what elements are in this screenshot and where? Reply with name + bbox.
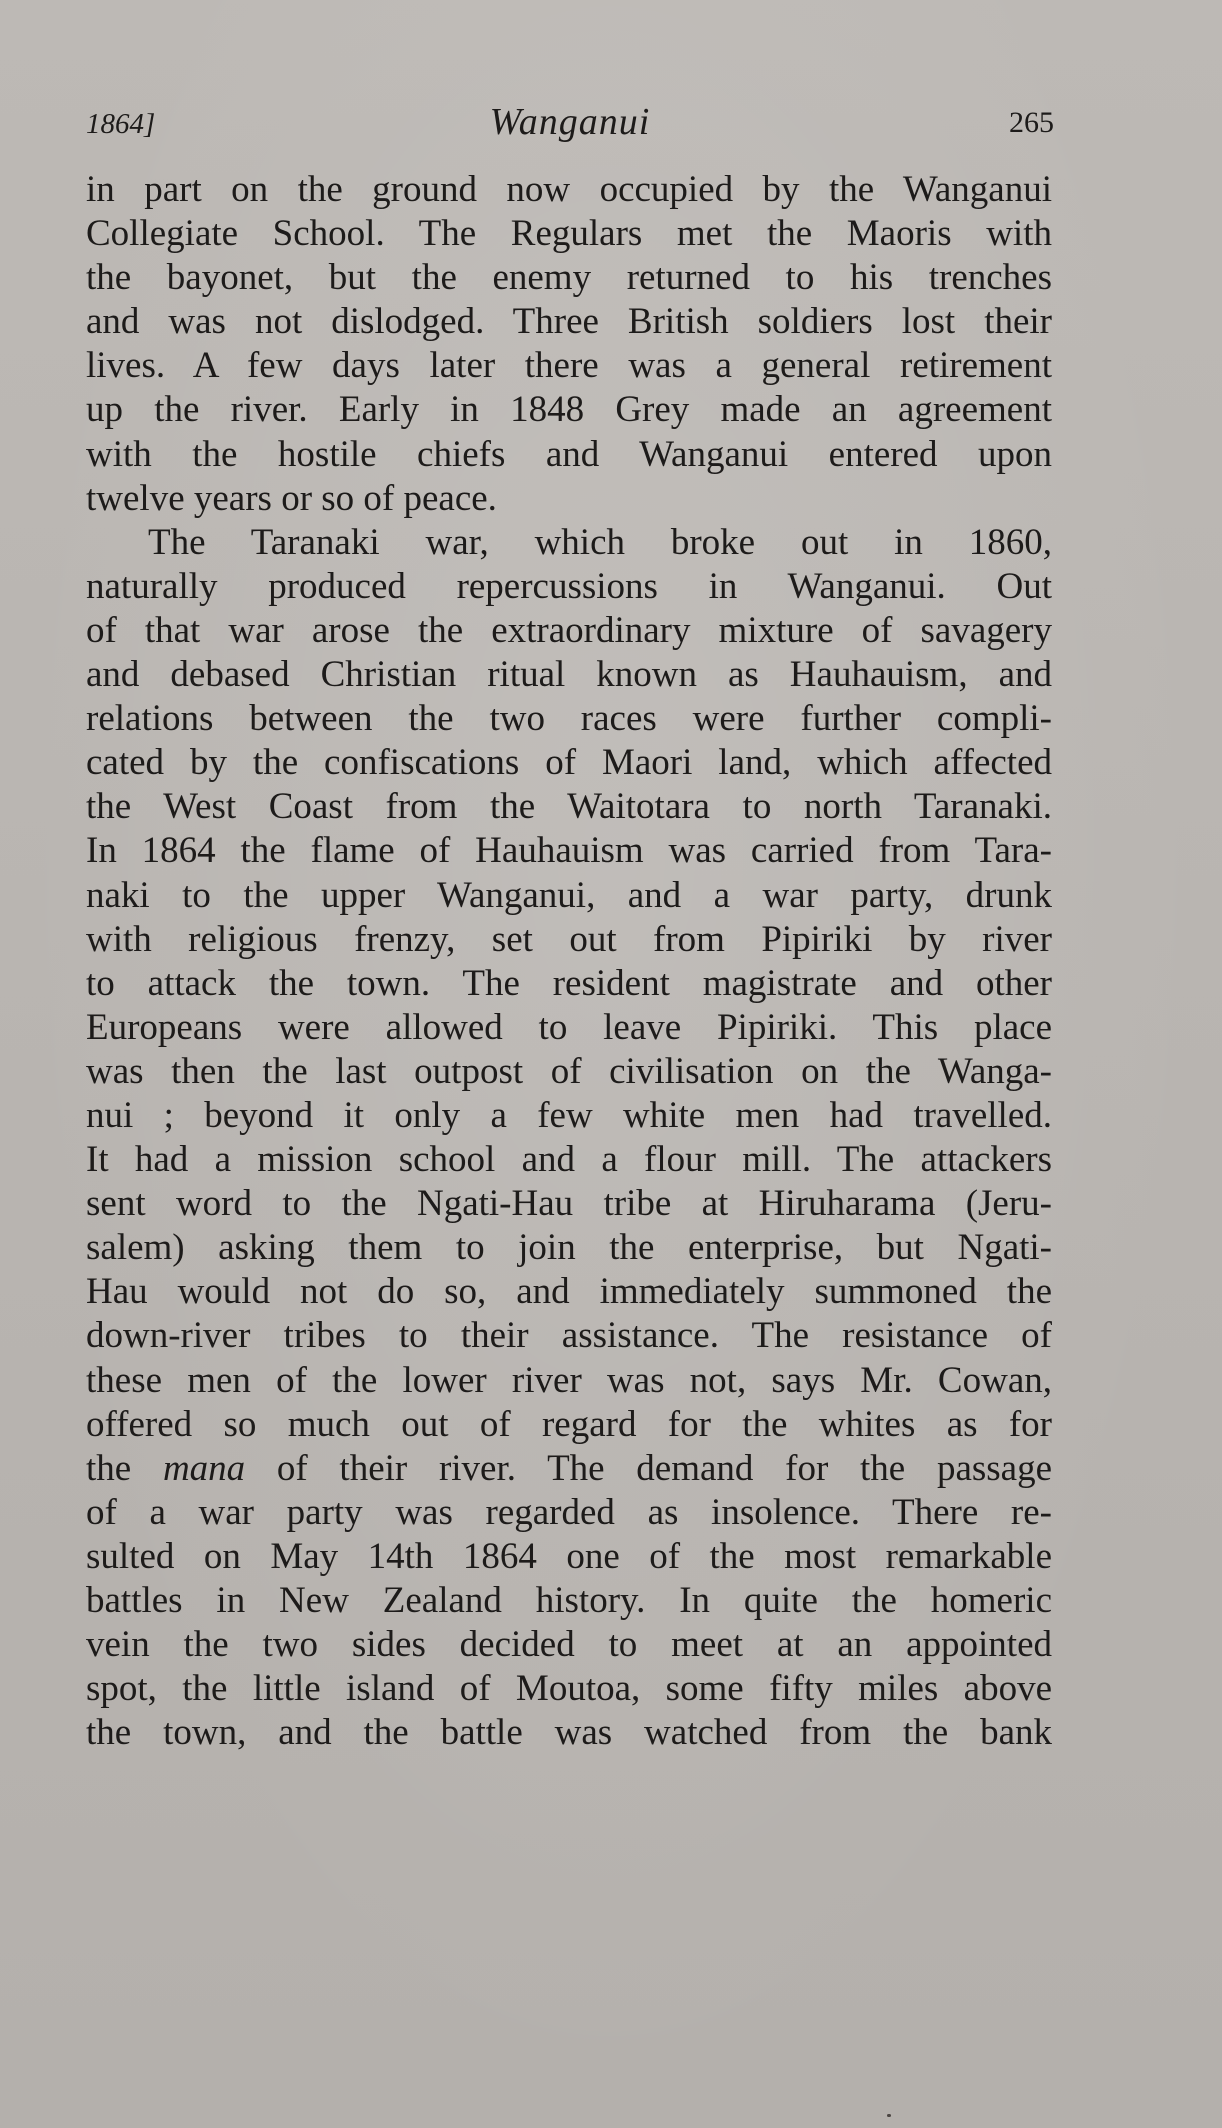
text-line: to attack the town. The resident magistrate and other: [86, 962, 1052, 1004]
text-line: lives. A few days later there was a general retirement: [86, 345, 1052, 387]
header-title: Wanganui: [489, 101, 651, 143]
text-line: cated by the confiscations of Maori land, which affected: [86, 742, 1052, 784]
text-line: battles in New Zealand history. In quite the homeric: [86, 1580, 1052, 1621]
text-line: in part on the ground now occupied by the Wanganui: [86, 169, 1052, 210]
running-head: [86, 100, 1054, 150]
text-line: nui ; beyond it only a few white men had travelled.: [86, 1094, 1052, 1136]
text-line: naturally produced repercussions in Wanganui. Out: [86, 565, 1052, 607]
text-line: with religious frenzy, set out from Pipiriki by river: [86, 918, 1052, 960]
text-line-with-italic: [86, 1447, 1052, 1491]
text-line: was then the last outpost of civilisation on the Wanga-: [86, 1050, 1052, 1092]
body-text: [86, 168, 1052, 1755]
text-line: of a war party was regarded as insolence. There re-: [86, 1491, 1052, 1533]
text-line: up the river. Early in 1848 Grey made an agreement: [86, 389, 1052, 431]
page-number: 265: [1009, 106, 1054, 139]
text-line: and debased Christian ritual known as Hauhauism, and: [86, 654, 1052, 696]
italic-word-mana: mana: [162, 1447, 246, 1489]
header-date: 1864]: [86, 108, 156, 140]
text-line: relations between the two races were further compli-: [86, 698, 1052, 740]
text-line: the bayonet, but the enemy returned to his trenches: [86, 257, 1052, 299]
text-line: salem) asking them to join the enterprise, but Ngati-: [86, 1227, 1052, 1269]
text-line: sulted on May 14th 1864 one of the most remarkable: [86, 1535, 1052, 1577]
text-line: these men of the lower river was not, says Mr. Cowan,: [86, 1359, 1052, 1401]
text-line: Collegiate School. The Regulars met the Maoris with: [86, 213, 1052, 255]
text-line: sent word to the Ngati-Hau tribe at Hiruharama (Jeru-: [86, 1183, 1052, 1225]
text-line: offered so much out of regard for the whites as for: [86, 1403, 1052, 1445]
mana-line-after: of their river. The demand for the passage: [245, 1447, 1053, 1489]
text-line: down-river tribes to their assistance. The resistance of: [86, 1315, 1052, 1357]
text-line: Hau would not do so, and immediately summoned the: [86, 1271, 1052, 1313]
text-line: Europeans were allowed to leave Pipiriki. This place: [86, 1006, 1052, 1048]
text-line: the town, and the battle was watched from the bank: [86, 1712, 1052, 1754]
text-line: twelve years or so of peace.: [86, 477, 497, 519]
text-line: the West Coast from the Waitotara to north Taranaki.: [86, 786, 1052, 828]
mana-line-before: the: [86, 1447, 163, 1489]
text-line: naki to the upper Wanganui, and a war party, drunk: [86, 874, 1052, 916]
paragraph-start-line: The Taranaki war, which broke out in 1860,: [148, 521, 1052, 563]
text-line: It had a mission school and a flour mill. The attackers: [86, 1139, 1052, 1181]
paper-speck: [887, 2114, 891, 2117]
text-line: and was not dislodged. Three British soldiers lost their: [86, 301, 1052, 343]
text-line: spot, the little island of Moutoa, some fifty miles above: [86, 1668, 1052, 1710]
text-line: of that war arose the extraordinary mixture of savagery: [86, 609, 1052, 651]
text-line: with the hostile chiefs and Wanganui entered upon: [86, 433, 1052, 475]
text-line: In 1864 the flame of Hauhauism was carried from Tara-: [86, 830, 1052, 872]
text-line: vein the two sides decided to meet at an appointed: [86, 1624, 1052, 1666]
